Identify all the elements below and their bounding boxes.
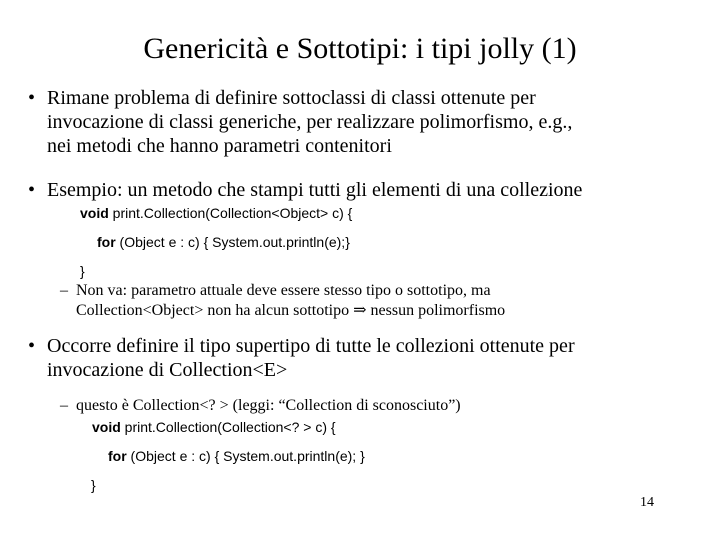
bullet-marker: • bbox=[28, 87, 36, 109]
sub-bullet-2 bbox=[60, 396, 700, 416]
bullet-3 bbox=[28, 334, 708, 382]
sub-bullet-marker: – bbox=[60, 282, 68, 299]
sub-bullet-text bbox=[60, 396, 700, 416]
bullet-line: nei metodi che hanno parametri contenitori bbox=[47, 135, 392, 157]
bullet-marker: • bbox=[28, 179, 36, 201]
code-line-body bbox=[97, 233, 350, 251]
code-text: (Object e : c) { System.out.println(e);} bbox=[115, 234, 350, 250]
code-keyword: for bbox=[97, 234, 116, 250]
sub-bullet-line: Non va: parametro attuale deve essere stesso tipo o sottotipo, ma bbox=[76, 282, 491, 299]
code-line-signature bbox=[92, 418, 336, 436]
sub-bullet-1 bbox=[60, 281, 700, 321]
code-text: print.Collection(Collection<Object> c) { bbox=[108, 205, 353, 221]
bullet-1 bbox=[28, 86, 708, 158]
bullet-line: Rimane problema di definire sottoclassi di classi ottenute per bbox=[47, 87, 536, 109]
bullet-text bbox=[28, 178, 708, 202]
sub-bullet-line: questo è Collection<? > (leggi: “Collection di sconosciuto”) bbox=[76, 397, 461, 414]
code-keyword: for bbox=[108, 448, 127, 464]
code-text: print.Collection(Collection<? > c) { bbox=[120, 419, 336, 435]
code-keyword: void bbox=[92, 419, 121, 435]
sub-bullet-text bbox=[60, 281, 700, 321]
bullet-marker: • bbox=[28, 335, 36, 357]
code-text: (Object e : c) { System.out.println(e); } bbox=[126, 448, 365, 464]
bullet-text bbox=[28, 334, 708, 382]
bullet-2 bbox=[28, 178, 708, 202]
bullet-line: Esempio: un metodo che stampi tutti gli elementi di una collezione bbox=[47, 179, 583, 201]
bullet-text bbox=[28, 86, 708, 158]
page-number: 14 bbox=[640, 495, 654, 510]
code-line-body bbox=[108, 447, 365, 465]
slide-title: Genericità e Sottotipi: i tipi jolly (1) bbox=[143, 32, 577, 65]
bullet-line: Occorre definire il tipo supertipo di tutte le collezioni ottenute per bbox=[47, 335, 575, 357]
bullet-line: invocazione di classi generiche, per realizzare polimorfismo, e.g., bbox=[47, 111, 573, 133]
code-line-close: } bbox=[91, 477, 96, 493]
code-line-close: } bbox=[80, 263, 85, 279]
sub-bullet-line: Collection<Object> non ha alcun sottotipo ⇒ nessun polimorfismo bbox=[76, 302, 506, 319]
code-keyword: void bbox=[80, 205, 109, 221]
bullet-line: invocazione di Collection<E> bbox=[47, 359, 288, 381]
code-line-signature bbox=[80, 204, 352, 222]
sub-bullet-marker: – bbox=[60, 397, 68, 414]
